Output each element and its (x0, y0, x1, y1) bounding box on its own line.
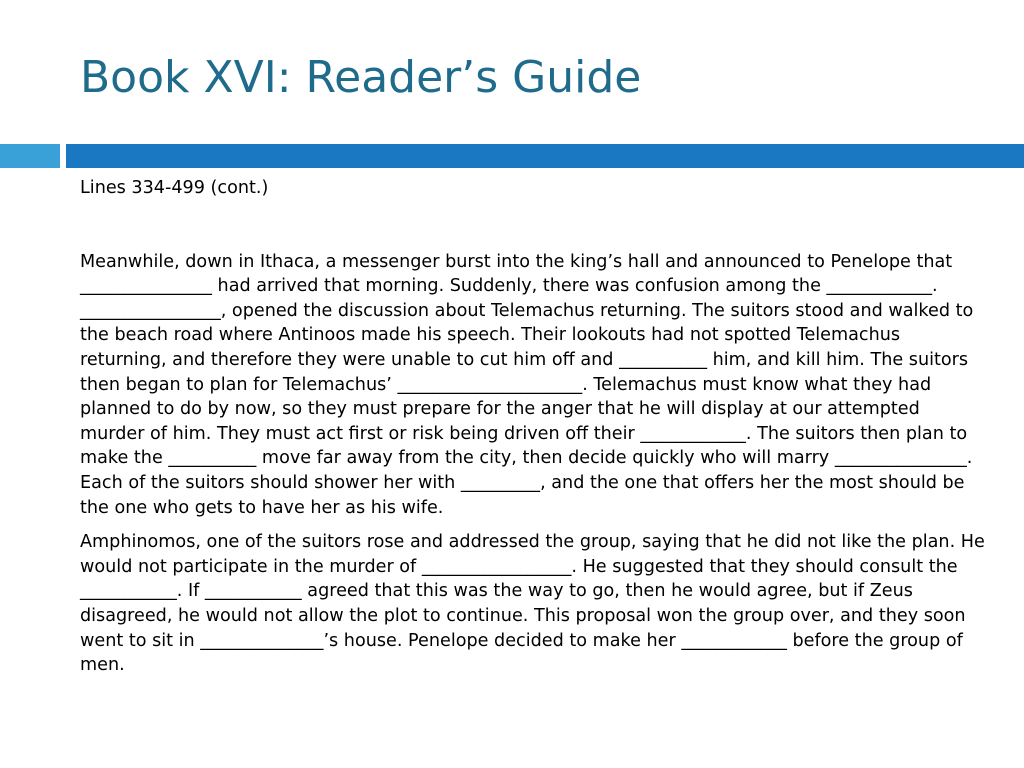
accent-bar-left (0, 144, 60, 168)
slide-body (80, 176, 985, 678)
paragraph-2: Amphinomos, one of the suitors rose and addressed the group, saying that he did not like the plan. He would not participate in the murder of _________________. He suggested that they should consult the ___________. If ___________ agreed that this was the way to go, then he would agree, but if Zeus disagreed, he would not allow the plot to continue. This proposal won the group over, and they soon went to sit in ______________’s house. Penelope decided to make her ____________ before the group of men. (80, 532, 985, 676)
slide-title: Book XVI: Reader’s Guide (80, 52, 642, 103)
accent-bar-right (66, 144, 1024, 168)
lines-subheading: Lines 334-499 (cont.) (80, 178, 269, 198)
paragraph-1: Meanwhile, down in Ithaca, a messenger burst into the king’s hall and announced to Penelope that _______________ had arrived that morning. Suddenly, there was confusion among the ____________. ________________, opened the discussion about Telemachus returning. The suitors stood and walked to the beach road where Antinoos made his speech. Their lookouts had not spotted Telemachus returning, and therefore they were unable to cut him off and __________ him, and kill him. The suitors then began to plan for Telemachus’ _____________________. Telemachus must know what they had planned to do by now, so they must prepare for the anger that he will display at our attempted murder of him. They must act first or risk being driven off their ____________. The suitors then plan to make the __________ move far away from the city, then decide quickly who will marry _______________. Each of the suitors should shower her with _________, and the one that offers her the most should be the one who gets to have her as his wife. (80, 251, 974, 518)
